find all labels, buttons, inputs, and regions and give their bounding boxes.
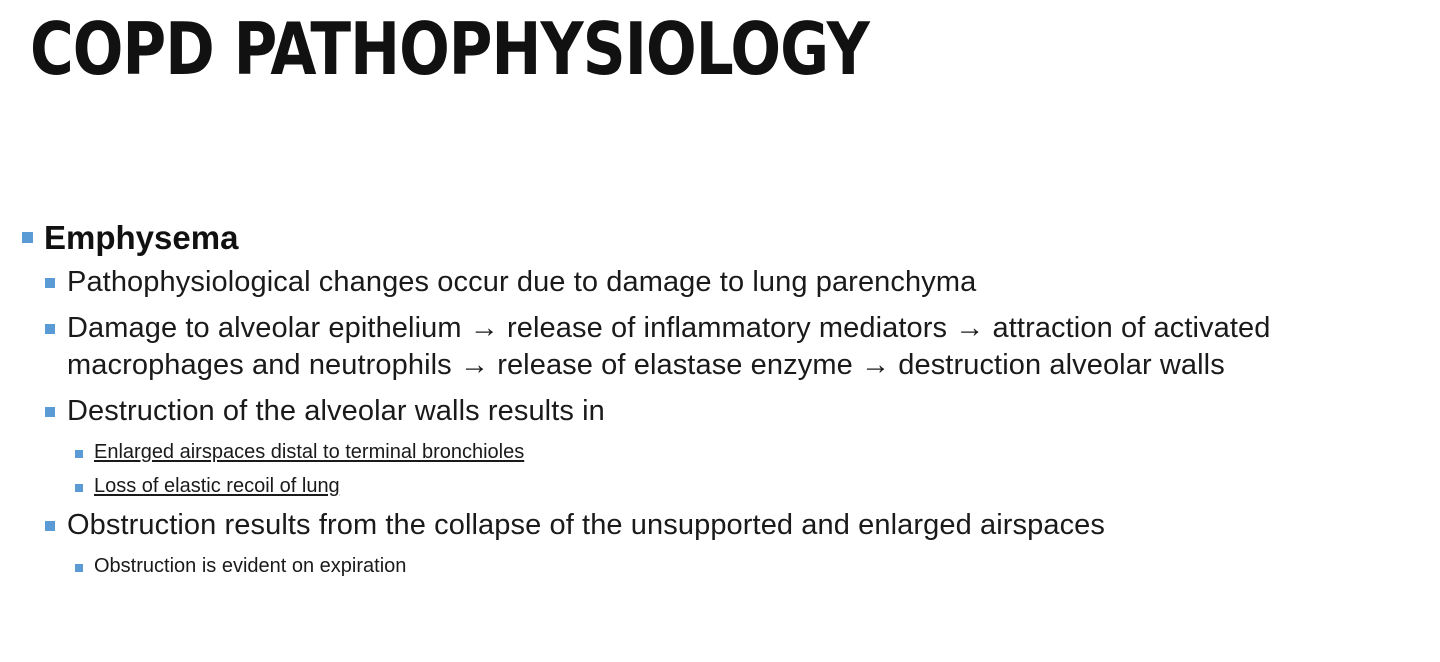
- slide-body: [22, 218, 1422, 587]
- list-item-label: Loss of elastic recoil of lung: [94, 475, 340, 498]
- list-item-label: Damage to alveolar epithelium → release of inflammatory mediators → attraction of activated macrophages and neutrophils → release of elastase enzyme → destruction alveolar walls: [67, 311, 1271, 381]
- list-item: [22, 507, 1422, 544]
- square-bullet-icon: [75, 450, 83, 458]
- list-item: [22, 553, 1422, 579]
- list-item-label: Enlarged airspaces distal to terminal bronchioles: [94, 441, 525, 464]
- square-bullet-icon: [45, 278, 55, 288]
- list-item-label: Obstruction results from the collapse of the unsupported and enlarged airspaces: [67, 509, 1105, 542]
- bullet-list: [22, 218, 1422, 579]
- square-bullet-icon: [45, 324, 55, 334]
- list-item: [22, 473, 1422, 499]
- square-bullet-icon: [45, 407, 55, 417]
- square-bullet-icon: [45, 521, 55, 531]
- list-item-label: Destruction of the alveolar walls results in: [67, 394, 605, 427]
- list-item: [22, 393, 1422, 430]
- square-bullet-icon: [22, 232, 33, 243]
- list-item-label: Pathophysiological changes occur due to damage to lung parenchyma: [67, 265, 977, 298]
- list-item-label: Emphysema: [44, 219, 239, 256]
- square-bullet-icon: [75, 484, 83, 492]
- square-bullet-icon: [75, 564, 83, 572]
- list-item: [22, 310, 1422, 384]
- list-item: [22, 264, 1422, 301]
- list-item: [22, 439, 1422, 465]
- list-item-label: Obstruction is evident on expiration: [94, 555, 407, 578]
- page-title: COPD PATHOPHYSIOLOGY: [30, 7, 869, 91]
- list-item: [22, 218, 1422, 258]
